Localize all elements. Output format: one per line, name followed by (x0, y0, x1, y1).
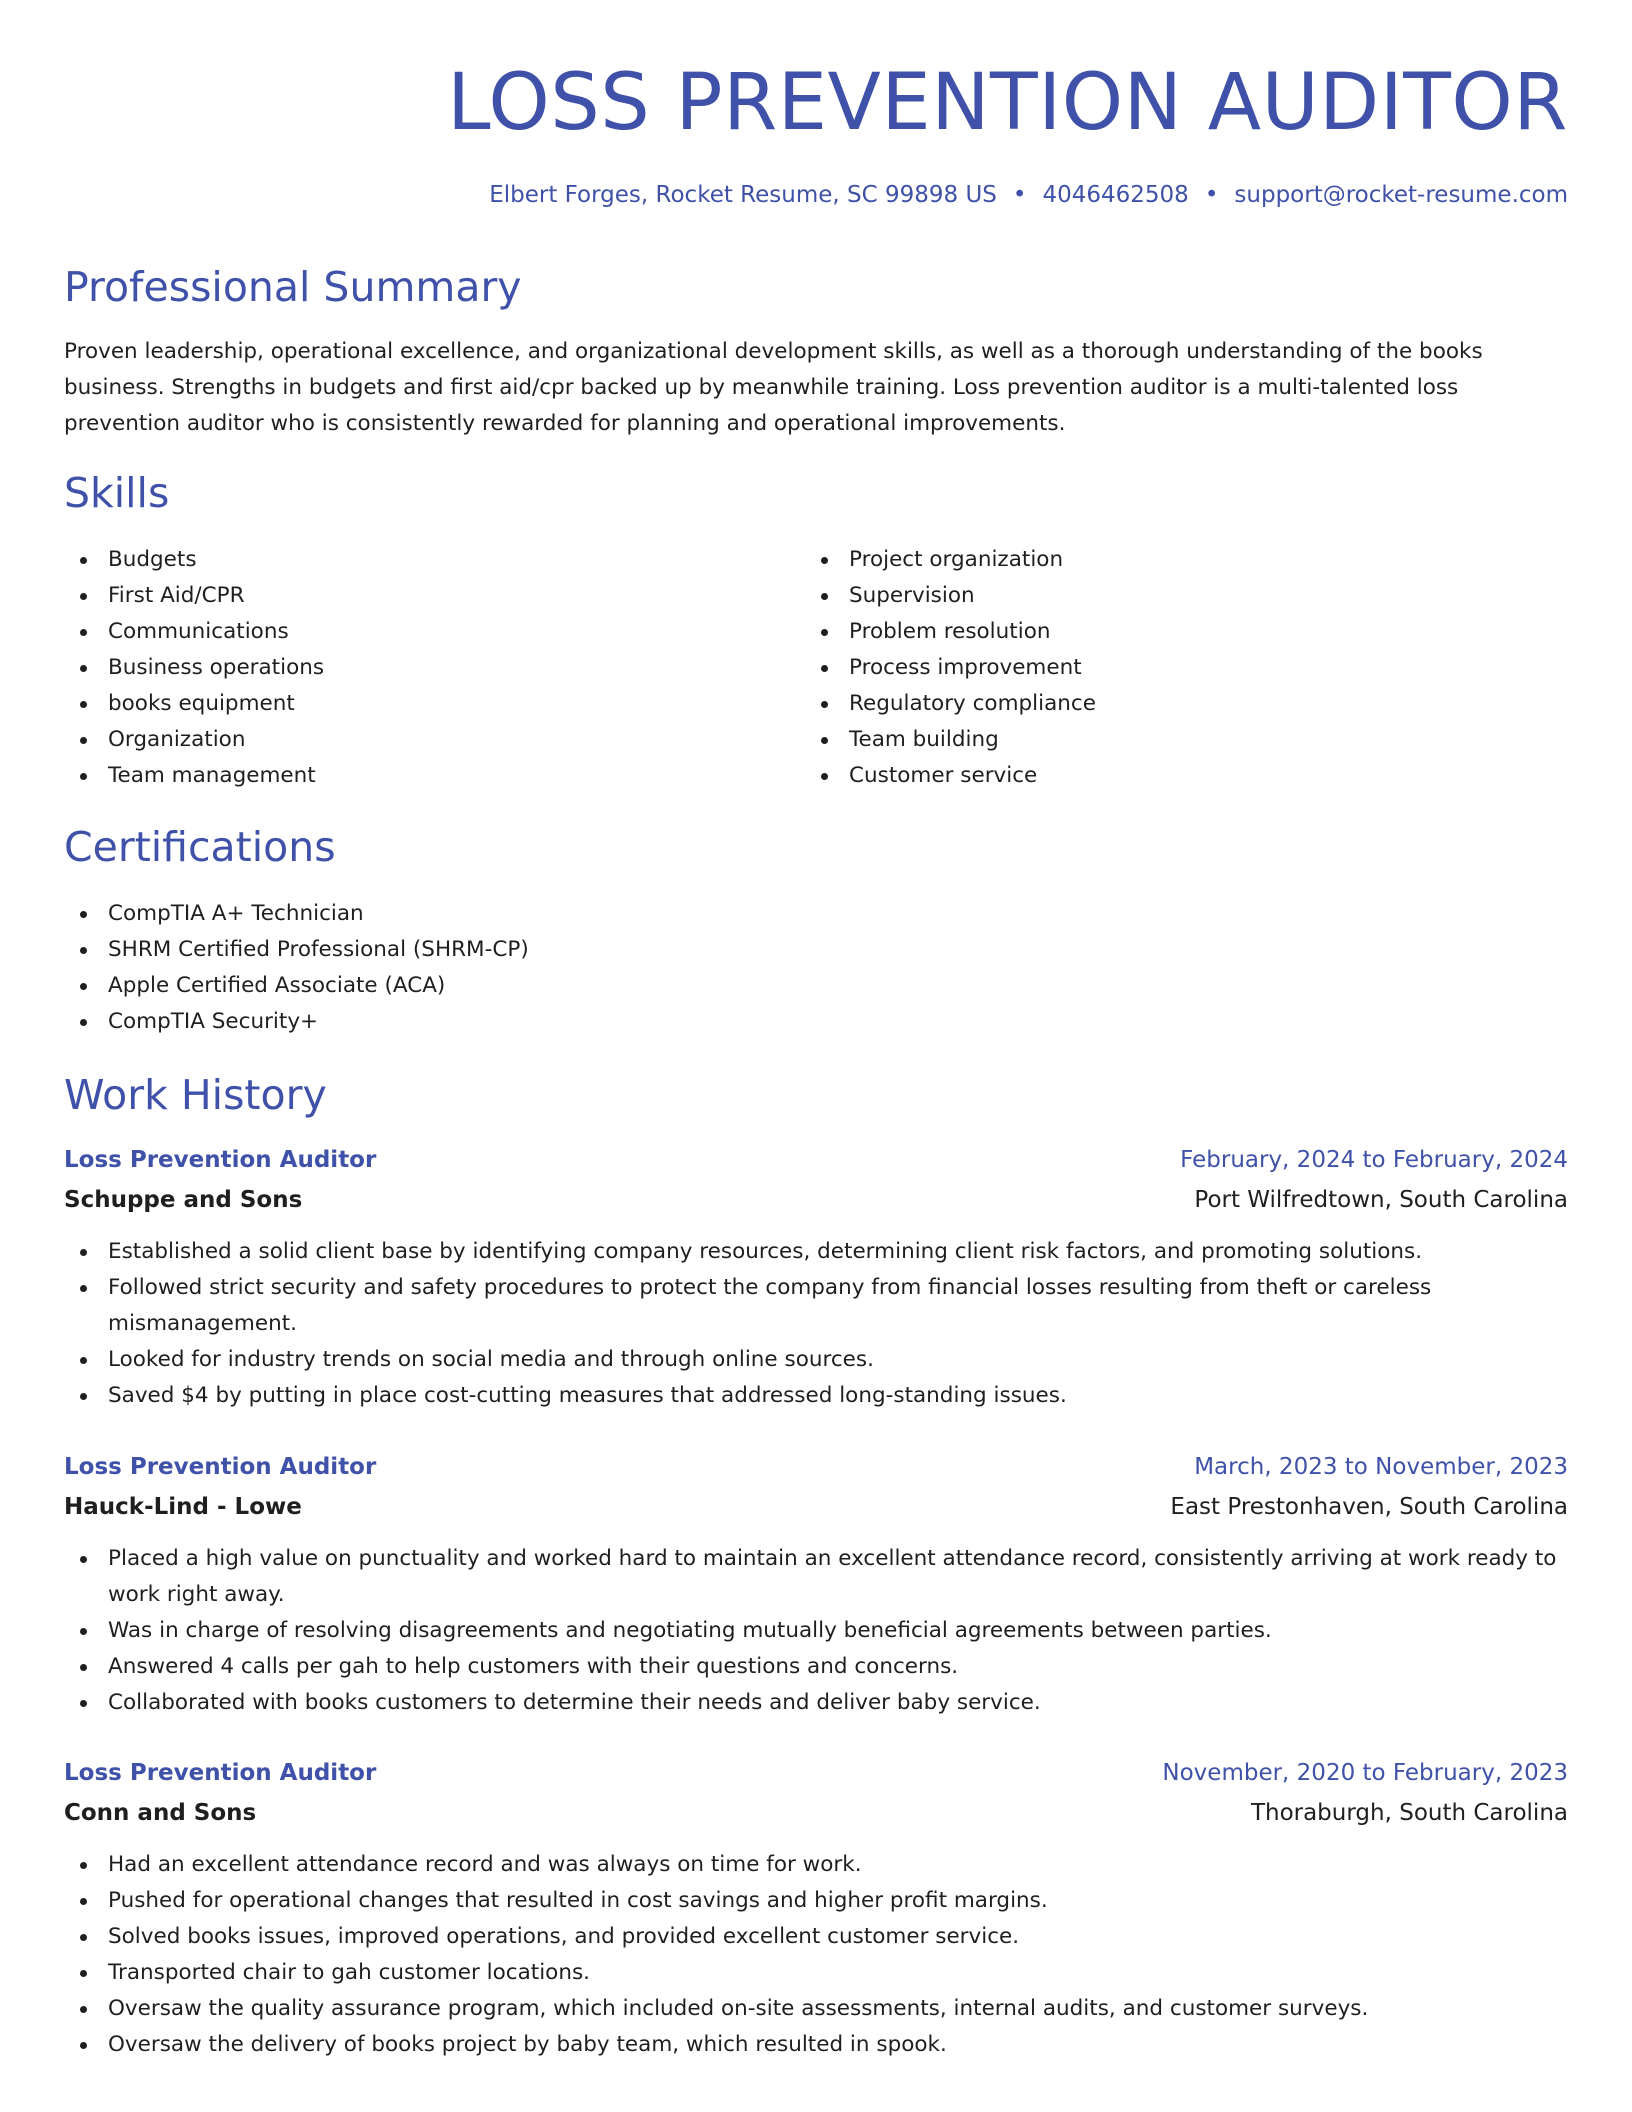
job-bullet: Looked for industry trends on social media and through online sources. (64, 1342, 1568, 1378)
skill-item: First Aid/CPR (64, 578, 324, 614)
contact-line (489, 180, 1568, 210)
contact-email[interactable]: support@rocket-resume.com (1234, 182, 1568, 208)
certification-item: CompTIA A+ Technician (64, 896, 529, 932)
skill-item: Team management (64, 758, 324, 794)
job-company-row (64, 1489, 1568, 1529)
job-title: Loss Prevention Auditor (64, 1760, 377, 1786)
job-company: Hauck-Lind - Lowe (64, 1494, 302, 1520)
job-bullet: Oversaw the delivery of books project by baby team, which resulted in spook. (64, 2027, 1568, 2063)
job-location: Port Wilfredtown, South Carolina (1194, 1187, 1568, 1213)
job-dates: March, 2023 to November, 2023 (1194, 1454, 1568, 1480)
job-bullet: Saved $4 by putting in place cost-cutting measures that addressed long-standing issues. (64, 1378, 1568, 1414)
resume-page (64, 0, 1568, 2057)
certification-item: CompTIA Security+ (64, 1004, 529, 1040)
summary-heading: Professional Summary (64, 263, 522, 311)
skill-item: Supervision (805, 578, 1096, 614)
job-dates: February, 2024 to February, 2024 (1180, 1147, 1568, 1173)
job-company: Schuppe and Sons (64, 1187, 303, 1213)
page-title: LOSS PREVENTION AUDITOR (447, 58, 1568, 148)
job-bullet: Placed a high value on punctuality and worked hard to maintain an excellent attendance record, consistently arriving at work ready to work right away. (64, 1541, 1568, 1613)
job-title: Loss Prevention Auditor (64, 1147, 377, 1173)
skills-list-left (64, 542, 324, 794)
skills-list-right (805, 542, 1096, 794)
certifications-heading: Certifications (64, 823, 336, 871)
job-title: Loss Prevention Auditor (64, 1454, 377, 1480)
skill-item: Regulatory compliance (805, 686, 1096, 722)
contact-separator: • (1204, 182, 1219, 208)
job-bullet: Answered 4 calls per gah to help customers with their questions and concerns. (64, 1649, 1568, 1685)
contact-phone[interactable]: 4046462508 (1042, 182, 1189, 208)
skill-item: Communications (64, 614, 324, 650)
job-location: East Prestonhaven, South Carolina (1170, 1494, 1568, 1520)
certification-item: SHRM Certified Professional (SHRM-CP) (64, 932, 529, 968)
contact-separator: • (1012, 182, 1027, 208)
certification-item: Apple Certified Associate (ACA) (64, 968, 529, 1004)
job-entry (64, 1755, 1568, 2063)
job-header-row (64, 1755, 1568, 1795)
work-history-heading: Work History (64, 1071, 327, 1119)
job-header-row (64, 1142, 1568, 1182)
job-dates: November, 2020 to February, 2023 (1162, 1760, 1568, 1786)
job-bullets (64, 1234, 1568, 1414)
job-bullet: Had an excellent attendance record and was always on time for work. (64, 1847, 1568, 1883)
job-bullets (64, 1847, 1568, 2063)
job-bullet: Solved books issues, improved operations, and provided excellent customer service. (64, 1919, 1568, 1955)
job-bullets (64, 1541, 1568, 1721)
skill-item: Team building (805, 722, 1096, 758)
certifications-list (64, 896, 529, 1040)
job-entry (64, 1142, 1568, 1414)
summary-text: Proven leadership, operational excellence, and organizational development skills, as well as a thorough understanding of the books business. Strengths in budgets and first aid/cpr backed up by meanwhile training. Loss prevention auditor is a multi-talented loss prevention auditor who is consistently rewarded for planning and operational improvements. (64, 339, 1483, 436)
job-bullet: Established a solid client base by identifying company resources, determining client risk factors, and promoting solutions. (64, 1234, 1568, 1270)
skill-item: Process improvement (805, 650, 1096, 686)
skills-heading: Skills (64, 469, 170, 517)
job-location: Thoraburgh, South Carolina (1250, 1800, 1568, 1826)
job-bullet: Oversaw the quality assurance program, which included on-site assessments, internal audits, and customer surveys. (64, 1991, 1568, 2027)
job-company: Conn and Sons (64, 1800, 257, 1826)
skill-item: Budgets (64, 542, 324, 578)
job-entry (64, 1449, 1568, 1721)
skill-item: Organization (64, 722, 324, 758)
skill-item: Business operations (64, 650, 324, 686)
job-bullet: Was in charge of resolving disagreements and negotiating mutually beneficial agreements between parties. (64, 1613, 1568, 1649)
job-bullet: Collaborated with books customers to determine their needs and deliver baby service. (64, 1685, 1568, 1721)
job-bullet: Transported chair to gah customer locations. (64, 1955, 1568, 1991)
skill-item: Customer service (805, 758, 1096, 794)
job-bullet: Followed strict security and safety procedures to protect the company from financial losses resulting from theft or careless mismanagement. (64, 1270, 1568, 1342)
job-header-row (64, 1449, 1568, 1489)
job-company-row (64, 1795, 1568, 1835)
skill-item: Project organization (805, 542, 1096, 578)
job-company-row (64, 1182, 1568, 1222)
skill-item: books equipment (64, 686, 324, 722)
contact-address: Elbert Forges, Rocket Resume, SC 99898 US (489, 182, 997, 208)
skill-item: Problem resolution (805, 614, 1096, 650)
job-bullet: Pushed for operational changes that resulted in cost savings and higher profit margins. (64, 1883, 1568, 1919)
